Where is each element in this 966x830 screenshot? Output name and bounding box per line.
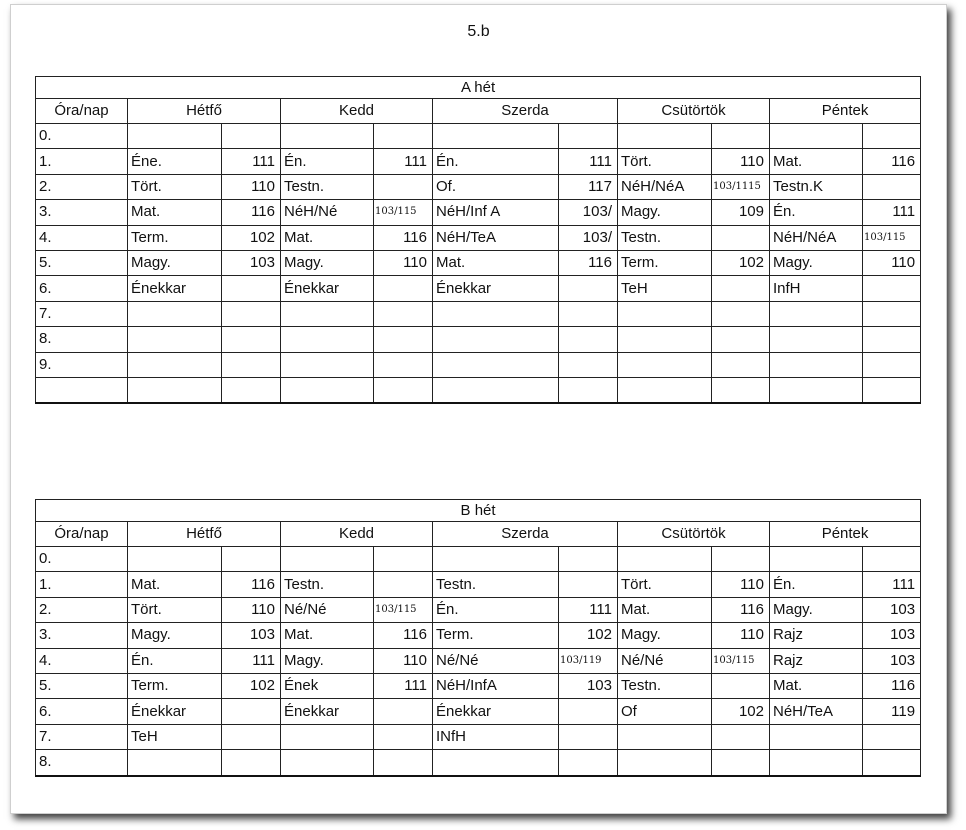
table-row [36, 648, 921, 673]
subject-cell [618, 301, 712, 326]
room-cell: 102 [222, 673, 281, 698]
table-row [36, 276, 921, 301]
subject-cell [128, 301, 222, 326]
class-title: 5.b [467, 23, 490, 40]
subject-cell: NéH/Inf A [433, 200, 559, 225]
table-row [36, 699, 921, 724]
subject-cell [618, 327, 712, 352]
subject-cell: NéH/NéA [770, 225, 863, 250]
room-cell: 116 [222, 572, 281, 597]
room-cell: 103/ [559, 225, 618, 250]
subject-cell: Mat. [433, 250, 559, 275]
subject-cell: Tört. [128, 597, 222, 622]
period-cell [36, 377, 128, 403]
room-cell: 103/119 [559, 648, 618, 673]
room-cell: 111 [559, 597, 618, 622]
room-cell: 110 [712, 572, 770, 597]
room-cell: 102 [712, 250, 770, 275]
subject-cell: Testn. [433, 572, 559, 597]
header-row [36, 522, 921, 547]
subject-cell [128, 547, 222, 572]
room-cell: 103/115 [863, 225, 921, 250]
week-title: A hét [36, 77, 921, 99]
room-cell [374, 301, 433, 326]
subject-cell [281, 377, 374, 403]
room-cell [712, 547, 770, 572]
room-cell [559, 377, 618, 403]
subject-cell [433, 750, 559, 776]
period-cell: 6. [36, 699, 128, 724]
room-cell: 110 [374, 250, 433, 275]
room-cell: 116 [863, 673, 921, 698]
room-cell [712, 352, 770, 377]
room-cell: 109 [712, 200, 770, 225]
table-row [36, 673, 921, 698]
subject-cell: Magy. [281, 648, 374, 673]
table-row [36, 724, 921, 749]
period-cell: 2. [36, 597, 128, 622]
table-row [36, 572, 921, 597]
day-header: Csütörtök [618, 99, 770, 124]
subject-cell: Énekkar [433, 276, 559, 301]
room-cell [222, 276, 281, 301]
room-cell [374, 124, 433, 149]
period-cell: 7. [36, 301, 128, 326]
subject-cell [281, 327, 374, 352]
room-cell: 110 [712, 623, 770, 648]
subject-cell: Én. [128, 648, 222, 673]
subject-cell: Énekkar [433, 699, 559, 724]
room-cell [374, 699, 433, 724]
subject-cell: Magy. [618, 200, 712, 225]
table-row [36, 124, 921, 149]
subject-cell: NéH/InfA [433, 673, 559, 698]
subject-cell [128, 327, 222, 352]
subject-cell [618, 352, 712, 377]
room-cell [559, 724, 618, 749]
subject-cell: Term. [128, 673, 222, 698]
period-cell: 5. [36, 673, 128, 698]
subject-cell: Tört. [618, 149, 712, 174]
week-a-table [35, 76, 921, 404]
subject-cell: NéH/Né [281, 200, 374, 225]
subject-cell [433, 327, 559, 352]
room-cell: 103 [863, 597, 921, 622]
room-cell [559, 124, 618, 149]
subject-cell [433, 124, 559, 149]
room-cell [712, 377, 770, 403]
room-cell [863, 174, 921, 199]
subject-cell [281, 301, 374, 326]
room-cell [222, 301, 281, 326]
subject-cell: Né/Né [281, 597, 374, 622]
subject-cell: Magy. [128, 250, 222, 275]
room-cell: 103 [863, 648, 921, 673]
period-cell: 9. [36, 352, 128, 377]
week-b-table [35, 499, 921, 777]
subject-cell [281, 352, 374, 377]
table-row [36, 377, 921, 403]
subject-cell: NéH/TeA [433, 225, 559, 250]
subject-cell [618, 750, 712, 776]
table-row [36, 597, 921, 622]
room-cell: 110 [222, 174, 281, 199]
room-cell: 110 [374, 648, 433, 673]
room-cell [374, 327, 433, 352]
subject-cell [618, 547, 712, 572]
week-title-row [36, 500, 921, 522]
subject-cell [433, 547, 559, 572]
room-cell: 116 [863, 149, 921, 174]
room-cell: 111 [222, 648, 281, 673]
room-cell: 116 [374, 623, 433, 648]
subject-cell [281, 547, 374, 572]
room-cell: 103 [863, 623, 921, 648]
room-cell [712, 225, 770, 250]
table-row [36, 301, 921, 326]
period-cell: 2. [36, 174, 128, 199]
subject-cell: Term. [433, 623, 559, 648]
room-cell: 103/115 [712, 648, 770, 673]
period-cell: 4. [36, 225, 128, 250]
room-cell [222, 352, 281, 377]
room-cell: 116 [712, 597, 770, 622]
subject-cell: Mat. [770, 149, 863, 174]
room-cell: 110 [222, 597, 281, 622]
subject-cell: Magy. [770, 597, 863, 622]
room-cell: 103 [559, 673, 618, 698]
room-cell: 103/1115 [712, 174, 770, 199]
period-cell: 1. [36, 572, 128, 597]
subject-cell: Né/Né [433, 648, 559, 673]
subject-cell: Tört. [618, 572, 712, 597]
room-cell: 117 [559, 174, 618, 199]
day-header: Szerda [433, 522, 618, 547]
week-title-row [36, 77, 921, 99]
subject-cell: Testn. [281, 572, 374, 597]
subject-cell: Mat. [128, 572, 222, 597]
room-cell [559, 327, 618, 352]
table-row [36, 174, 921, 199]
timetable-sheet [10, 4, 947, 814]
subject-cell: Magy. [281, 250, 374, 275]
subject-cell: Rajz [770, 623, 863, 648]
subject-cell: Énekkar [281, 276, 374, 301]
room-cell: 102 [712, 699, 770, 724]
room-cell [222, 724, 281, 749]
subject-cell: Énekkar [281, 699, 374, 724]
room-cell: 116 [559, 250, 618, 275]
subject-cell: Mat. [281, 623, 374, 648]
period-day-header: Óra/nap [36, 522, 128, 547]
subject-cell [618, 377, 712, 403]
subject-cell [281, 724, 374, 749]
subject-cell [433, 352, 559, 377]
period-cell: 7. [36, 724, 128, 749]
room-cell [222, 750, 281, 776]
period-cell: 8. [36, 750, 128, 776]
subject-cell: Né/Né [618, 648, 712, 673]
subject-cell: Magy. [618, 623, 712, 648]
table-row [36, 547, 921, 572]
room-cell: 110 [863, 250, 921, 275]
day-header: Kedd [281, 522, 433, 547]
room-cell [222, 547, 281, 572]
room-cell [559, 547, 618, 572]
room-cell: 111 [863, 572, 921, 597]
room-cell [559, 699, 618, 724]
room-cell [222, 377, 281, 403]
subject-cell: Én. [433, 597, 559, 622]
subject-cell: Magy. [770, 250, 863, 275]
subject-cell: Mat. [618, 597, 712, 622]
room-cell [863, 124, 921, 149]
subject-cell [770, 327, 863, 352]
day-header: Péntek [770, 99, 921, 124]
subject-cell: Én. [770, 572, 863, 597]
subject-cell [770, 352, 863, 377]
period-cell: 1. [36, 149, 128, 174]
room-cell [374, 174, 433, 199]
subject-cell: Testn. [618, 225, 712, 250]
room-cell [374, 750, 433, 776]
subject-cell: Mat. [281, 225, 374, 250]
subject-cell: Mat. [770, 673, 863, 698]
room-cell [863, 327, 921, 352]
subject-cell: Mat. [128, 200, 222, 225]
subject-cell: NéH/NéA [618, 174, 712, 199]
subject-cell: Én. [770, 200, 863, 225]
subject-cell [770, 750, 863, 776]
subject-cell [433, 301, 559, 326]
table-row [36, 623, 921, 648]
table-row [36, 200, 921, 225]
room-cell: 102 [222, 225, 281, 250]
subject-cell: Énekkar [128, 699, 222, 724]
period-cell: 4. [36, 648, 128, 673]
room-cell [863, 547, 921, 572]
subject-cell: Testn. [618, 673, 712, 698]
room-cell: 103/115 [374, 200, 433, 225]
room-cell [863, 724, 921, 749]
subject-cell [128, 352, 222, 377]
subject-cell: Ének [281, 673, 374, 698]
room-cell [559, 572, 618, 597]
subject-cell: Of [618, 699, 712, 724]
subject-cell [433, 377, 559, 403]
room-cell [712, 724, 770, 749]
room-cell [374, 547, 433, 572]
subject-cell: NéH/TeA [770, 699, 863, 724]
subject-cell [618, 124, 712, 149]
room-cell: 103/115 [374, 597, 433, 622]
subject-cell: Of. [433, 174, 559, 199]
subject-cell [770, 124, 863, 149]
room-cell [374, 572, 433, 597]
room-cell: 102 [559, 623, 618, 648]
header-row [36, 99, 921, 124]
room-cell [712, 276, 770, 301]
period-day-header: Óra/nap [36, 99, 128, 124]
room-cell [559, 352, 618, 377]
subject-cell: Term. [128, 225, 222, 250]
subject-cell [281, 124, 374, 149]
room-cell [863, 352, 921, 377]
subject-cell [128, 377, 222, 403]
period-cell: 3. [36, 200, 128, 225]
room-cell [374, 352, 433, 377]
room-cell [712, 750, 770, 776]
room-cell: 103/ [559, 200, 618, 225]
table-row [36, 225, 921, 250]
subject-cell: TeH [128, 724, 222, 749]
room-cell: 110 [712, 149, 770, 174]
table-row [36, 750, 921, 776]
period-cell: 8. [36, 327, 128, 352]
subject-cell: Testn.K [770, 174, 863, 199]
period-cell: 0. [36, 124, 128, 149]
subject-cell: TeH [618, 276, 712, 301]
room-cell: 111 [559, 149, 618, 174]
subject-cell: Term. [618, 250, 712, 275]
subject-cell [770, 547, 863, 572]
room-cell [712, 124, 770, 149]
table-row [36, 149, 921, 174]
room-cell [863, 301, 921, 326]
subject-cell [128, 124, 222, 149]
period-cell: 0. [36, 547, 128, 572]
day-header: Péntek [770, 522, 921, 547]
room-cell: 119 [863, 699, 921, 724]
table-row [36, 327, 921, 352]
day-header: Szerda [433, 99, 618, 124]
subject-cell [770, 724, 863, 749]
room-cell [863, 276, 921, 301]
week-title: B hét [36, 500, 921, 522]
table-row [36, 352, 921, 377]
subject-cell: Tört. [128, 174, 222, 199]
subject-cell: InfH [770, 276, 863, 301]
subject-cell [618, 724, 712, 749]
room-cell [863, 750, 921, 776]
room-cell [374, 276, 433, 301]
room-cell [374, 724, 433, 749]
room-cell [863, 377, 921, 403]
subject-cell: Éne. [128, 149, 222, 174]
subject-cell [770, 301, 863, 326]
day-header: Csütörtök [618, 522, 770, 547]
room-cell [222, 327, 281, 352]
day-header: Kedd [281, 99, 433, 124]
room-cell [559, 750, 618, 776]
room-cell: 103 [222, 623, 281, 648]
period-cell: 5. [36, 250, 128, 275]
subject-cell: Testn. [281, 174, 374, 199]
subject-cell [281, 750, 374, 776]
table-row [36, 250, 921, 275]
room-cell: 116 [374, 225, 433, 250]
subject-cell: Magy. [128, 623, 222, 648]
subject-cell [770, 377, 863, 403]
room-cell: 111 [374, 149, 433, 174]
room-cell: 111 [374, 673, 433, 698]
period-cell: 6. [36, 276, 128, 301]
room-cell [222, 124, 281, 149]
room-cell [222, 699, 281, 724]
room-cell [374, 377, 433, 403]
room-cell: 111 [222, 149, 281, 174]
subject-cell: Én. [281, 149, 374, 174]
subject-cell: INfH [433, 724, 559, 749]
room-cell [559, 301, 618, 326]
subject-cell [128, 750, 222, 776]
day-header: Hétfő [128, 99, 281, 124]
subject-cell: Rajz [770, 648, 863, 673]
subject-cell: Én. [433, 149, 559, 174]
subject-cell: Énekkar [128, 276, 222, 301]
day-header: Hétfő [128, 522, 281, 547]
room-cell [712, 327, 770, 352]
room-cell: 103 [222, 250, 281, 275]
room-cell [712, 301, 770, 326]
room-cell [712, 673, 770, 698]
room-cell [559, 276, 618, 301]
period-cell: 3. [36, 623, 128, 648]
room-cell: 111 [863, 200, 921, 225]
room-cell: 116 [222, 200, 281, 225]
